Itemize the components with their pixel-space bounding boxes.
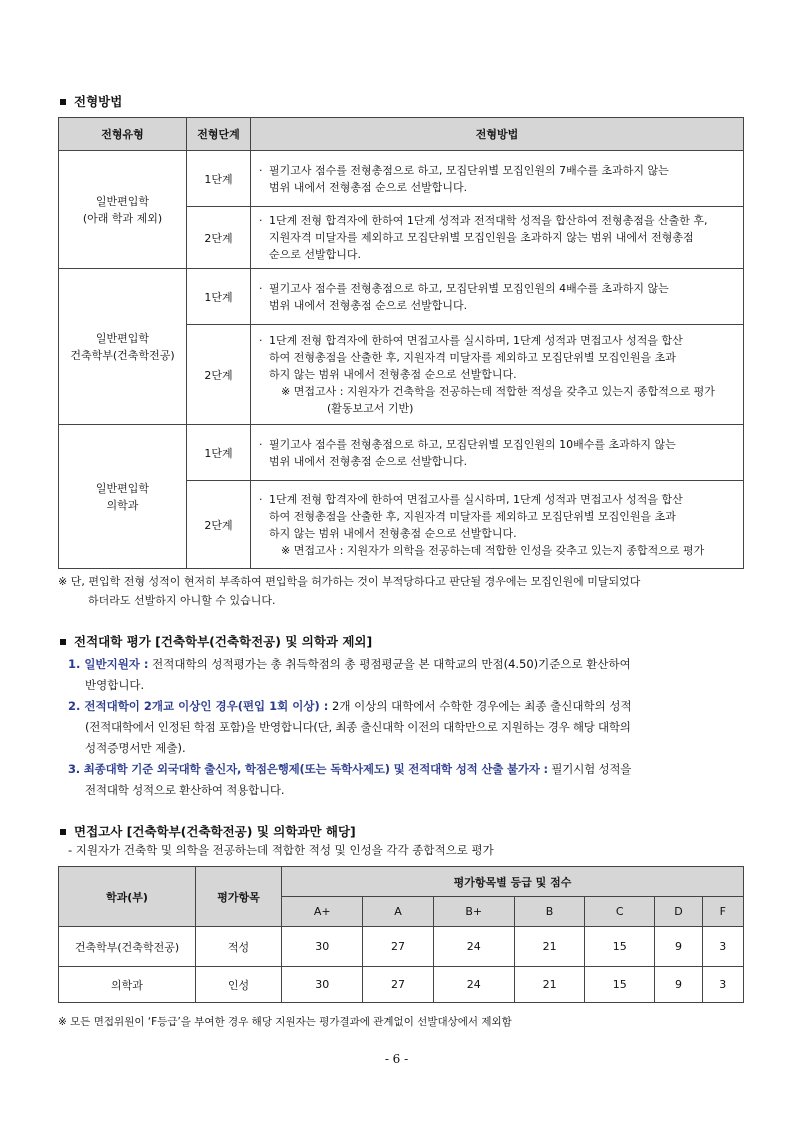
method-line: 지원자격 미달자를 제외하고 모집단위별 모집인원을 초과하지 않는 범위 내에서 전형총점 (269, 231, 694, 244)
grade-header: F (702, 897, 743, 927)
interview-subtitle: - 지원자가 건축학 및 의학을 전공하는데 적합한 적성 및 인성을 각각 종합적으로 평가 (68, 843, 494, 857)
stage-cell: 2단계 (187, 325, 251, 425)
method-line: 하여 전형총점을 산출한 후, 지원자격 미달자를 제외하고 모집단위별 모집인원을 초과 (269, 509, 676, 523)
list-item-text: (전적대학에서 인정된 학점 포함)을 반영합니다(단, 최종 출신대학 이전의 대학만으로 지원하는 경우 해당 대학의 (85, 720, 631, 734)
method-line: 하여 전형총점을 산출한 후, 지원자격 미달자를 제외하고 모집단위별 모집인원을 초과 (269, 351, 676, 364)
type-line: 일반편입학 (95, 331, 150, 345)
footnote-line: ※ 단, 편입학 전형 성적이 현저히 부족하여 편입학을 허가하는 것이 부적당하다고 판단될 경우에는 모집인원에 미달되었다 (58, 575, 641, 588)
list-item-text: 2개 이상의 대학에서 수학한 경우에는 최종 출신대학의 성적 (328, 699, 632, 713)
score-cell: 9 (655, 967, 702, 1003)
method-line: 필기고사 점수를 전형총점으로 하고, 모집단위별 모집인원의 7배수를 초과하지 않는 (269, 163, 669, 177)
selection-footnote (58, 572, 640, 610)
type-line: 일반편입학 (95, 481, 150, 495)
stage-cell: 1단계 (187, 151, 251, 207)
method-line: 범위 내에서 전형총점 순으로 선발합니다. (269, 180, 468, 194)
score-cell: 30 (282, 967, 363, 1003)
section-title-text: 전형방법 (74, 94, 123, 109)
header-method: 전형방법 (251, 118, 744, 151)
stage-cell: 2단계 (187, 481, 251, 569)
score-cell: 27 (363, 927, 433, 967)
score-cell: 21 (515, 927, 585, 967)
table-row (59, 425, 744, 481)
type-cell (59, 151, 187, 269)
list-item (68, 759, 748, 801)
table-header-row (59, 867, 744, 897)
section-title-interview (60, 822, 356, 840)
type-line: 건축학부(건축학전공) (70, 348, 175, 362)
grade-header: B+ (433, 897, 514, 927)
method-cell: · 1단계 전형 합격자에 한하여 면접고사를 실시하며, 1단계 성적과 면접고사 성적을 합산 하여 전형총점을 산출한 후, 지원자격 미달자를 제외하고 모집단위별 모집인원을 초과 하지 않는 범위 내에서 전형총점 순으로 선발합니다. ※ 면접고사 : 지원자가 건축학을 전공하는데 적합한 적성을 갖추고 있는지 종합적으로 평가 (활동보고서 기반) (251, 325, 744, 425)
method-line: 범위 내에서 전형총점 순으로 선발합니다. (269, 298, 468, 312)
stage-cell: 2단계 (187, 207, 251, 269)
method-line: 범위 내에서 전형총점 순으로 선발합니다. (269, 454, 468, 468)
interview-note: (활동보고서 기반) (327, 402, 414, 415)
square-bullet-icon (60, 639, 66, 645)
interview-score-table (58, 866, 744, 1003)
table-row (59, 927, 744, 967)
table-row (59, 967, 744, 1003)
score-cell: 15 (585, 967, 655, 1003)
prior-college-list (68, 654, 748, 801)
method-line: 1단계 전형 합격자에 한하여 면접고사를 실시하며, 1단계 성적과 면접고사 성적을 합산 (269, 334, 683, 347)
grade-header: D (655, 897, 702, 927)
table-row (59, 269, 744, 325)
list-item-text: 필기시험 성적을 (547, 762, 632, 776)
stage-cell: 1단계 (187, 425, 251, 481)
grade-header: C (585, 897, 655, 927)
header-item: 평가항목 (196, 867, 282, 927)
section-title-text: 전적대학 평가 [건축학부(건축학전공) 및 의학과 제외] (74, 634, 373, 649)
page-number: - 6 - (384, 1052, 409, 1066)
type-cell (59, 425, 187, 569)
header-stage: 전형단계 (187, 118, 251, 151)
dept-cell: 건축학부(건축학전공) (59, 927, 196, 967)
table-header-row (59, 118, 744, 151)
type-cell (59, 269, 187, 425)
grade-header: B (515, 897, 585, 927)
method-line: 1단계 전형 합격자에 한하여 면접고사를 실시하며, 1단계 성적과 면접고사 성적을 합산 (269, 492, 683, 506)
list-item-head: 3. 최종대학 기준 외국대학 출신자, 학점은행제(또는 독학사제도) 및 전적대학 성적 산출 불가자 : (68, 762, 548, 776)
type-line: (아래 학과 제외) (82, 211, 163, 225)
header-dept: 학과(부) (59, 867, 196, 927)
grade-header: A+ (282, 897, 363, 927)
list-item-text: 성적증명서만 제출). (85, 741, 186, 755)
header-type: 전형유형 (59, 118, 187, 151)
method-cell: · 1단계 전형 합격자에 한하여 1단계 성적과 전적대학 성적을 합산하여 전형총점을 산출한 후, 지원자격 미달자를 제외하고 모집단위별 모집인원을 초과하지 않는 범위 내에서 전형총점 순으로 선발합니다. (251, 207, 744, 269)
list-item-head: 1. 일반지원자 : (68, 657, 149, 671)
method-cell: · 필기고사 점수를 전형총점으로 하고, 모집단위별 모집인원의 4배수를 초과하지 않는 범위 내에서 전형총점 순으로 선발합니다. (251, 269, 744, 325)
score-cell: 24 (433, 927, 514, 967)
list-item-head: 2. 전적대학이 2개교 이상인 경우(편입 1회 이상) : (68, 699, 329, 713)
list-item-text: 반영합니다. (85, 678, 145, 692)
method-line: 하지 않는 범위 내에서 전형총점 순으로 선발합니다. (269, 526, 517, 540)
list-item-text: 전적대학의 성적평가는 총 취득학점의 총 평점평균을 본 대학교의 만점(4.50)기준으로 환산하여 (148, 657, 631, 671)
list-item-text: 전적대학 성적으로 환산하여 적용합니다. (85, 783, 285, 797)
square-bullet-icon (60, 99, 66, 105)
method-cell: · 필기고사 점수를 전형총점으로 하고, 모집단위별 모집인원의 10배수를 초과하지 않는 범위 내에서 전형총점 순으로 선발합니다. (251, 425, 744, 481)
method-line: 순으로 선발합니다. (269, 248, 362, 261)
grade-header: A (363, 897, 433, 927)
score-cell: 9 (655, 927, 702, 967)
method-line: 하지 않는 범위 내에서 전형총점 순으로 선발합니다. (269, 368, 517, 381)
type-line: 일반편입학 (95, 194, 150, 208)
score-cell: 24 (433, 967, 514, 1003)
method-cell: · 1단계 전형 합격자에 한하여 면접고사를 실시하며, 1단계 성적과 면접고사 성적을 합산 하여 전형총점을 산출한 후, 지원자격 미달자를 제외하고 모집단위별 모집인원을 초과 하지 않는 범위 내에서 전형총점 순으로 선발합니다. ※ 면접고사 : 지원자가 의학을 전공하는데 적합한 인성을 갖추고 있는지 종합적으로 평가 (251, 481, 744, 569)
score-cell: 3 (702, 967, 743, 1003)
interview-footnote: ※ 모든 면접위원이 ‘F등급’을 부여한 경우 해당 지원자는 평가결과에 관계없이 선발대상에서 제외함 (58, 1016, 512, 1028)
method-cell: · 필기고사 점수를 전형총점으로 하고, 모집단위별 모집인원의 7배수를 초과하지 않는 범위 내에서 전형총점 순으로 선발합니다. (251, 151, 744, 207)
section-title-text: 면접고사 [건축학부(건축학전공) 및 의학과만 해당] (74, 824, 356, 839)
item-cell: 적성 (196, 927, 282, 967)
footnote-line: 하더라도 선발하지 아니할 수 있습니다. (88, 594, 276, 607)
score-cell: 3 (702, 927, 743, 967)
section-title-prior-college (60, 632, 372, 650)
list-item (68, 654, 748, 696)
section-title-selection-method (60, 92, 122, 110)
table-row (59, 151, 744, 207)
item-cell: 인성 (196, 967, 282, 1003)
score-cell: 21 (515, 967, 585, 1003)
method-line: 필기고사 점수를 전형총점으로 하고, 모집단위별 모집인원의 4배수를 초과하지 않는 (269, 281, 669, 295)
method-line: 필기고사 점수를 전형총점으로 하고, 모집단위별 모집인원의 10배수를 초과하지 않는 (269, 437, 676, 451)
score-cell: 30 (282, 927, 363, 967)
score-cell: 15 (585, 927, 655, 967)
square-bullet-icon (60, 829, 66, 835)
list-item (68, 696, 748, 759)
stage-cell: 1단계 (187, 269, 251, 325)
header-grades-title: 평가항목별 등급 및 점수 (282, 867, 744, 897)
type-line: 의학과 (106, 498, 139, 512)
interview-note: ※ 면접고사 : 지원자가 의학을 전공하는데 적합한 인성을 갖추고 있는지 종합적으로 평가 (281, 543, 705, 557)
method-line: 1단계 전형 합격자에 한하여 1단계 성적과 전적대학 성적을 합산하여 전형총점을 산출한 후, (269, 214, 708, 227)
selection-method-table (58, 117, 744, 569)
interview-note: ※ 면접고사 : 지원자가 건축학을 전공하는데 적합한 적성을 갖추고 있는지 종합적으로 평가 (281, 385, 715, 398)
dept-cell: 의학과 (59, 967, 196, 1003)
score-cell: 27 (363, 967, 433, 1003)
